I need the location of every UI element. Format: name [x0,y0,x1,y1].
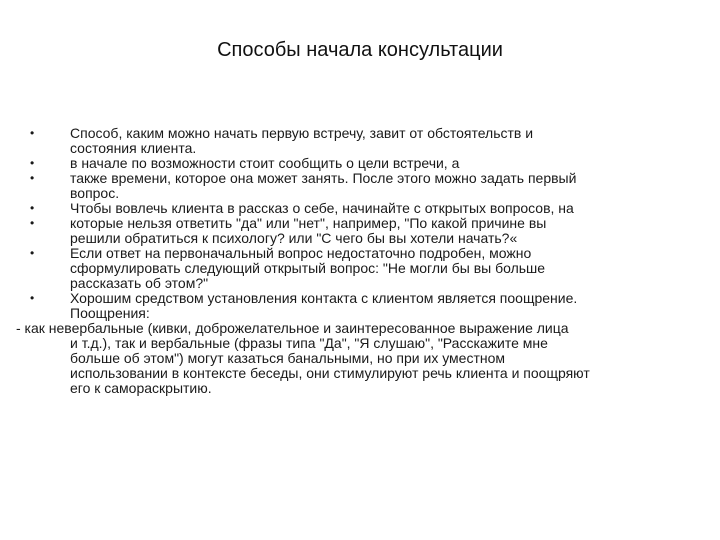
bullet-item [30,216,690,246]
bullet-item [30,126,690,156]
dash-item [16,320,690,396]
bullet-item [30,201,690,216]
bullet-text-line: в начале по возможности стоит сообщить о цели встречи, а [70,155,460,171]
bullet-text-line: сформулировать следующий открытый вопрос: "Не могли бы вы больше [70,260,546,276]
bullet-text-line: состояния клиента. [70,140,197,156]
bullet-text-line: вопрос. [70,185,120,201]
bullet-icon: • [30,216,35,230]
dash-text-line: и т.д.), так и вербальные (фразы типа "Да", "Я слушаю", "Расскажите мне [70,335,548,351]
bullet-text-line: Поощрения: [70,305,150,321]
bullet-icon: • [30,291,35,305]
slide-title: Способы начала консультации [217,39,503,61]
bullet-text-line: рассказать об этом?" [70,275,209,291]
dash-text-line: использовании в контексте беседы, они стимулируют речь клиента и поощряют [70,365,590,381]
bullet-text-line: которые нельзя ответить "да" или "нет", например, "По какой причине вы [70,215,547,231]
bullet-icon: • [30,126,35,140]
bullet-item [30,246,690,291]
bullet-item [30,171,690,201]
bullet-icon: • [30,171,35,185]
dash-text-line: больше об этом") могут казаться банальными, но при их уместном [70,350,506,366]
bullet-text-line: решили обратиться к психологу? или "С чего бы вы хотели начать?« [70,230,518,246]
bullet-item [30,291,690,321]
bullet-icon: • [30,156,35,170]
bullet-text-line: Хорошим средством установления контакта с клиентом является поощрение. [70,290,578,306]
bullet-item [30,156,690,171]
bullet-text-line: также времени, которое она может занять. После этого можно задать первый [70,170,577,186]
bullet-icon: • [30,246,35,260]
dash-lead-line: - как невербальные (кивки, доброжелательное и заинтересованное выражение лица [16,320,569,336]
slide-content [16,125,690,396]
bullet-text-line: Способ, каким можно начать первую встречу, завит от обстоятельств и [70,125,534,141]
bullet-text-line: Чтобы вовлечь клиента в рассказ о себе, начинайте с открытых вопросов, на [70,200,574,216]
bullet-text-line: Если ответ на первоначальный вопрос недостаточно подробен, можно [70,245,532,261]
dash-text-line: его к самораскрытию. [70,380,212,396]
bullet-icon: • [30,201,35,215]
